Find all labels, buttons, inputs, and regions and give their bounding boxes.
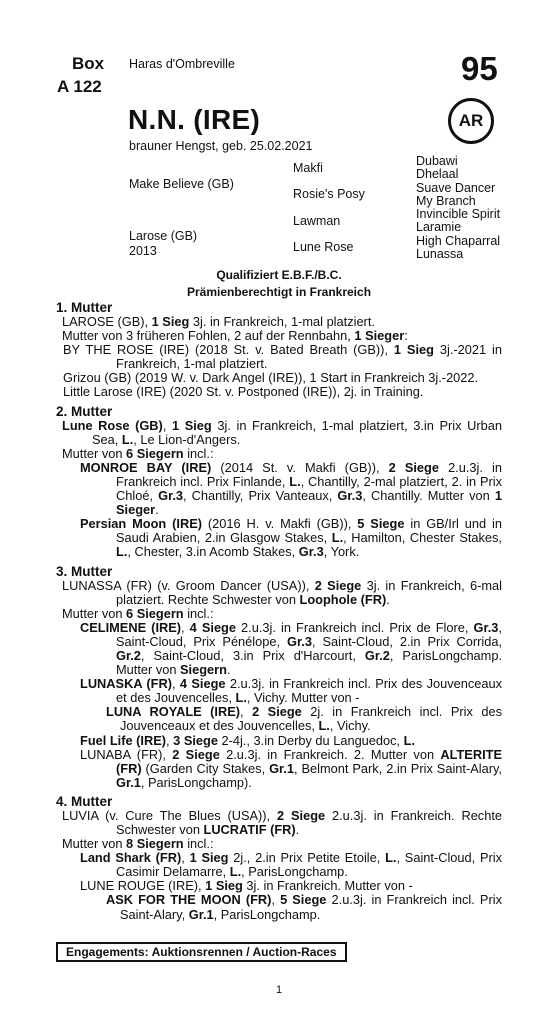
produce-summary: Mutter von 8 Siegern incl.:	[62, 836, 214, 852]
produce-summary: Mutter von 3 früheren Fohlen, 2 auf der Rennbahn, 1 Sieger:	[62, 328, 408, 344]
pedigree-dam: Larose (GB)	[129, 229, 198, 243]
breeder: Haras d'Ombreville	[129, 57, 235, 71]
produce-entry: LUNABA (FR), 2 Siege 2.u.3j. in Frankreich. 2. Mutter von ALTERITE (FR) (Garden City Stakes, Gr.1, Belmont Park, 2.in Prix Saint-Alary, Gr.1, ParisLongchamp).	[80, 746, 502, 790]
horse-name: N.N. (IRE)	[128, 104, 261, 135]
section-title: 4. Mutter	[56, 793, 113, 809]
section-fourth-dam	[56, 794, 502, 922]
pedigree-ggp-5: Invincible Spirit	[416, 207, 501, 221]
produce-entry: LUNA ROYALE (IRE), 2 Siege 2j. in Frankreich incl. Prix des Jouvenceaux et des Jouvencelles, L., Vichy.	[106, 704, 502, 734]
section-second-dam	[56, 404, 502, 560]
section-title: 1. Mutter	[56, 300, 113, 315]
produce-entry: Little Larose (IRE) (2020 St. v. Postponed (IRE)), 2j. in Training.	[63, 384, 424, 400]
page-number: 1	[275, 984, 283, 996]
produce-entry: Grizou (GB) (2019 W. v. Dark Angel (IRE)), 1 Start in Frankreich 3j.-2022.	[63, 370, 479, 386]
produce-entry: LUNE ROUGE (IRE), 1 Sieg 3j. in Frankreich. Mutter von -	[80, 878, 413, 894]
produce-entry: Land Shark (FR), 1 Sieg 2j., 2.in Prix Petite Etoile, L., Saint-Cloud, Prix Casimir Delamarre, L., ParisLongchamp.	[80, 850, 503, 880]
catalogue-body	[56, 300, 502, 926]
section-first-dam	[56, 300, 502, 400]
premium-note: Prämienberechtigt in Frankreich	[186, 285, 372, 299]
pedigree-gs-2: Lawman	[293, 214, 341, 228]
country-badge: AR	[448, 98, 494, 144]
pedigree-ggp-3: Suave Dancer	[416, 181, 496, 195]
pedigree-ggp-2: Dhelaal	[416, 167, 459, 181]
produce-summary: Mutter von 6 Siegern incl.:	[62, 605, 214, 621]
pedigree-ggp-4: My Branch	[416, 194, 476, 208]
section-title: 2. Mutter	[56, 403, 113, 419]
lot-number: 95	[461, 50, 498, 87]
box-number: A 122	[57, 77, 102, 96]
produce-entry: LUNASKA (FR), 4 Siege 2.u.3j. in Frankreich incl. Prix des Jouvenceaux et des Jouvencelles, L., Vichy. Mutter von -	[80, 676, 502, 706]
produce-entry: MONROE BAY (IRE) (2014 St. v. Makfi (GB)), 2 Siege 2.u.3j. in Frankreich incl. Prix Finlande, L., Chantilly, 2-mal platziert, 2. in Prix Chloé, Gr.3, Chantilly, Prix Vanteaux, Gr.3, Chantilly. Mutter von 1 Sieger.	[80, 459, 503, 518]
pedigree-ggp-6: Laramie	[416, 220, 462, 234]
box-label: Box	[72, 54, 105, 73]
produce-entry: ASK FOR THE MOON (FR), 5 Siege 2.u.3j. in Frankreich incl. Prix Saint-Alary, Gr.1, ParisLongchamp.	[106, 892, 502, 922]
horse-description: brauner Hengst, geb. 25.02.2021	[129, 139, 313, 153]
produce-entry: Fuel Life (IRE), 3 Siege 2-4j., 3.in Derby du Languedoc, L.	[80, 732, 416, 748]
dam-line: LUVIA (v. Cure The Blues (USA)), 2 Siege 2.u.3j. in Frankreich. Rechte Schwester von LUCRATIF (FR).	[62, 807, 502, 837]
produce-entry: BY THE ROSE (IRE) (2018 St. v. Bated Breath (GB)), 1 Sieg 3j.-2021 in Frankreich, 1-mal platziert.	[63, 342, 502, 372]
section-title: 3. Mutter	[56, 563, 113, 579]
produce-summary: Mutter von 6 Siegern incl.:	[62, 445, 214, 461]
produce-entry: CELIMENE (IRE), 4 Siege 2.u.3j. in Frankreich incl. Prix de Flore, Gr.3, Saint-Cloud, Prix Pénélope, Gr.3, Saint-Cloud, 2.in Prix Corrida, Gr.2, Saint-Cloud, 3.in Prix d'Harcourt, Gr.2, ParisLongchamp. Mutter von Siegern.	[80, 619, 503, 678]
pedigree-gs-1: Makfi	[293, 161, 323, 175]
dam-line: LAROSE (GB), 1 Sieg 3j. in Frankreich, 1-mal platziert.	[62, 314, 375, 329]
pedigree-ggp-7: High Chaparral	[416, 234, 501, 248]
section-third-dam	[56, 564, 502, 790]
pedigree-gd-1: Rosie's Posy	[293, 187, 365, 201]
dam-line: Lune Rose (GB), 1 Sieg 3j. in Frankreich, 1-mal platziert, 3.in Prix Urban Sea, L., Le Lion-d'Angers.	[62, 417, 502, 447]
pedigree-dam-year: 2013	[129, 244, 157, 258]
pedigree-sire: Make Believe (GB)	[129, 177, 234, 191]
dam-line: LUNASSA (FR) (v. Groom Dancer (USA)), 2 Siege 3j. in Frankreich, 6-mal platziert. Rechte Schwester von Loophole (FR).	[62, 577, 503, 607]
engagements-box: Engagements: Auktionsrennen / Auction-Races	[56, 942, 347, 962]
pedigree-gd-2: Lune Rose	[293, 240, 354, 254]
produce-entry: Persian Moon (IRE) (2016 H. v. Makfi (GB)), 5 Siege in GB/Irl und in Saudi Arabien, 2.in Glasgow Stakes, L., Hamilton, Chester Stakes, L., Chester, 3.in Acomb Stakes, Gr.3, York.	[80, 516, 502, 560]
pedigree-ggp-1: Dubawi	[416, 154, 458, 168]
pedigree-ggp-8: Lunassa	[416, 247, 464, 261]
qualified-note: Qualifiziert E.B.F./B.C.	[216, 268, 342, 282]
